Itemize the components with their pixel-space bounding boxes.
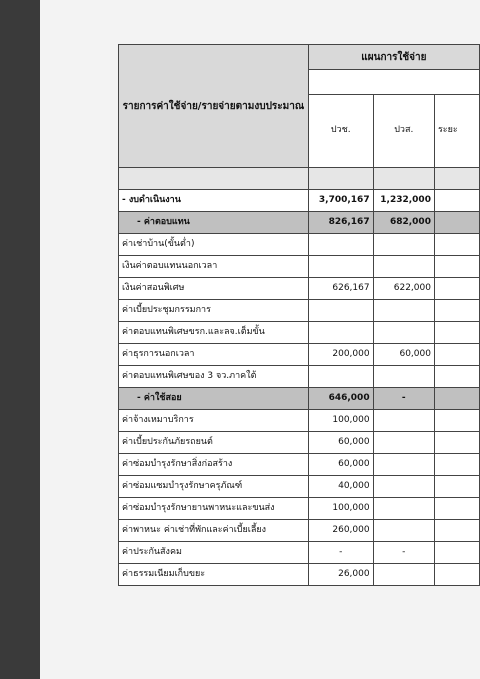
cell-pvs bbox=[373, 300, 434, 322]
cell-short bbox=[434, 432, 479, 454]
cell-short bbox=[434, 300, 479, 322]
table-row bbox=[119, 498, 480, 520]
row-label: ค่าเช่าบ้าน(ขั้นต่ำ) bbox=[119, 234, 309, 256]
table-row bbox=[119, 366, 480, 388]
cell-pvs bbox=[373, 476, 434, 498]
row-label: ค่าธุรการนอกเวลา bbox=[119, 344, 309, 366]
row-label: ค่าธรรมเนียมเก็บขยะ bbox=[119, 564, 309, 586]
cell-pvc: 60,000 bbox=[308, 454, 373, 476]
table-row bbox=[119, 410, 480, 432]
table-row bbox=[119, 300, 480, 322]
row-label: เงินค่าตอบแทนนอกเวลา bbox=[119, 256, 309, 278]
cell-short bbox=[434, 190, 479, 212]
table-row bbox=[119, 278, 480, 300]
cell-pvs bbox=[373, 366, 434, 388]
cell-short bbox=[434, 388, 479, 410]
table-row bbox=[119, 212, 480, 234]
cell-pvc bbox=[308, 366, 373, 388]
cell-short bbox=[434, 278, 479, 300]
cell-pvs: 1,232,000 bbox=[373, 190, 434, 212]
cell-short bbox=[434, 366, 479, 388]
cell-short bbox=[434, 542, 479, 564]
cell-pvs bbox=[373, 498, 434, 520]
table-row bbox=[119, 388, 480, 410]
budget-table bbox=[118, 44, 480, 586]
row-label: - งบดำเนินงาน bbox=[119, 190, 309, 212]
binder-edge bbox=[0, 0, 40, 679]
cell-short bbox=[434, 234, 479, 256]
cell-short bbox=[434, 454, 479, 476]
cell-short bbox=[434, 322, 479, 344]
blank-row bbox=[119, 168, 480, 190]
row-label: ค่าซ่อมบำรุงรักษายานพาหนะและขนส่ง bbox=[119, 498, 309, 520]
table-row bbox=[119, 322, 480, 344]
cell-pvc bbox=[308, 256, 373, 278]
cell-pvc: 100,000 bbox=[308, 498, 373, 520]
cell-short bbox=[434, 564, 479, 586]
cell-pvc bbox=[308, 234, 373, 256]
header-plan: แผนการใช้จ่าย bbox=[308, 45, 479, 70]
cell-short bbox=[434, 256, 479, 278]
row-label: - ค่าใช้สอย bbox=[119, 388, 309, 410]
cell-pvs bbox=[373, 432, 434, 454]
row-label: ค่าพาหนะ ค่าเช่าที่พักและค่าเบี้ยเลี้ยง bbox=[119, 520, 309, 542]
cell-pvc: 40,000 bbox=[308, 476, 373, 498]
cell-pvs bbox=[373, 322, 434, 344]
cell-pvc bbox=[308, 322, 373, 344]
cell-pvs: 60,000 bbox=[373, 344, 434, 366]
cell-pvc: - bbox=[308, 542, 373, 564]
table-row bbox=[119, 476, 480, 498]
cell-pvs bbox=[373, 564, 434, 586]
row-label: ค่าตอบแทนพิเศษขรก.และลจ.เต็มขั้น bbox=[119, 322, 309, 344]
header-item-column: รายการค่าใช้จ่าย/รายจ่ายตามงบประมาณ bbox=[119, 45, 309, 168]
table-row bbox=[119, 432, 480, 454]
table-row bbox=[119, 256, 480, 278]
cell-short bbox=[434, 476, 479, 498]
cell-pvc: 626,167 bbox=[308, 278, 373, 300]
cell-pvc: 100,000 bbox=[308, 410, 373, 432]
cell-pvc: 200,000 bbox=[308, 344, 373, 366]
cell-short bbox=[434, 344, 479, 366]
cell-pvc: 646,000 bbox=[308, 388, 373, 410]
cell-pvc bbox=[308, 300, 373, 322]
row-label: ค่าประกันสังคม bbox=[119, 542, 309, 564]
header-col-short: ระยะ bbox=[434, 95, 479, 168]
cell-pvc: 260,000 bbox=[308, 520, 373, 542]
cell-pvc: 60,000 bbox=[308, 432, 373, 454]
cell-short bbox=[434, 498, 479, 520]
cell-pvs: - bbox=[373, 388, 434, 410]
header-col-pvs: ปวส. bbox=[373, 95, 434, 168]
row-label: ค่าตอบแทนพิเศษของ 3 จว.ภาคใต้ bbox=[119, 366, 309, 388]
table-row bbox=[119, 190, 480, 212]
cell-short bbox=[434, 520, 479, 542]
cell-pvs bbox=[373, 410, 434, 432]
row-label: เงินค่าสอนพิเศษ bbox=[119, 278, 309, 300]
table-row bbox=[119, 454, 480, 476]
cell-pvs: 682,000 bbox=[373, 212, 434, 234]
table-row bbox=[119, 542, 480, 564]
table-row bbox=[119, 234, 480, 256]
row-label: ค่าเบี้ยประชุมกรรมการ bbox=[119, 300, 309, 322]
table-row bbox=[119, 344, 480, 366]
cell-short bbox=[434, 410, 479, 432]
row-label: ค่าจ้างเหมาบริการ bbox=[119, 410, 309, 432]
table-row bbox=[119, 520, 480, 542]
table-row bbox=[119, 564, 480, 586]
cell-pvc: 826,167 bbox=[308, 212, 373, 234]
row-label: ค่าซ่อมแซมบำรุงรักษาครุภัณฑ์ bbox=[119, 476, 309, 498]
cell-pvs bbox=[373, 520, 434, 542]
row-label: ค่าซ่อมบำรุงรักษาสิ่งก่อสร้าง bbox=[119, 454, 309, 476]
cell-pvc: 3,700,167 bbox=[308, 190, 373, 212]
cell-short bbox=[434, 212, 479, 234]
cell-pvs bbox=[373, 256, 434, 278]
row-label: ค่าเบี้ยประกันภัยรถยนต์ bbox=[119, 432, 309, 454]
row-label: - ค่าตอบแทน bbox=[119, 212, 309, 234]
cell-pvs bbox=[373, 454, 434, 476]
header-col-pvc: ปวช. bbox=[308, 95, 373, 168]
header-blank-row bbox=[308, 70, 479, 95]
cell-pvc: 26,000 bbox=[308, 564, 373, 586]
cell-pvs: - bbox=[373, 542, 434, 564]
cell-pvs bbox=[373, 234, 434, 256]
cell-pvs: 622,000 bbox=[373, 278, 434, 300]
